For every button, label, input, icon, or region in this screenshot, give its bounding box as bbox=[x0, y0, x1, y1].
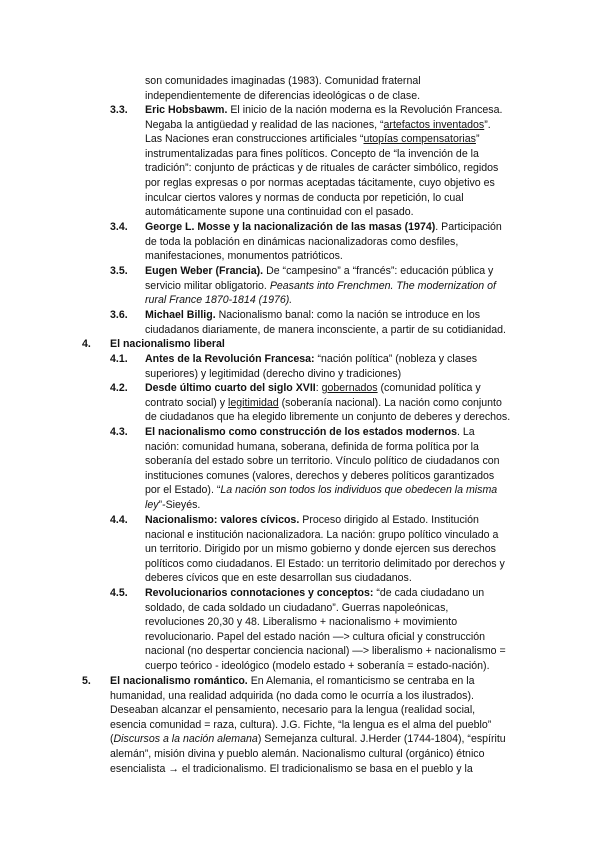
item-text bbox=[145, 264, 600, 308]
item-number: 3.3. bbox=[110, 104, 128, 116]
item-text bbox=[145, 586, 600, 674]
text-span: . La bbox=[457, 426, 475, 438]
item-title: Nacionalismo: valores cívicos. bbox=[145, 514, 300, 526]
underlined-term: gobernados bbox=[321, 382, 378, 394]
text-line: tradición”: conjunto de prácticas y de rituales de carácter simbólico, regidos bbox=[145, 162, 499, 175]
italic-title: Peasants into Frenchmen. The modernization of bbox=[269, 279, 496, 292]
text-line: nacional (no despertar conciencia nacional) —> liberalismo + nacionalismo = bbox=[145, 645, 506, 658]
underlined-term: utopías compensatorias bbox=[363, 133, 476, 146]
item-text bbox=[145, 513, 600, 586]
text-line: cuerpo teórico - ideológico (modelo estado + soberanía = estado-nación). bbox=[145, 659, 490, 672]
item-title: Desde último cuarto del siglo XVII bbox=[145, 382, 316, 394]
item-title: Eric Hobsbawm. bbox=[145, 104, 228, 116]
item-number: 3.5. bbox=[110, 265, 128, 277]
text-line: inculcar ciertos valores y normas de conducta por repetición, lo cual bbox=[145, 191, 464, 204]
text-line: un territorio. Dirigido por un mismo gobierno y donde ejercen sus derechos bbox=[145, 543, 496, 556]
text-line: humanidad, una realidad adquirida (no dada como le ocurría a los ilustrados). bbox=[110, 689, 474, 702]
item-text bbox=[145, 352, 600, 381]
item-title: George L. Mosse y la nacionalización de las masas (1974) bbox=[145, 221, 436, 233]
item-number: 4.3. bbox=[110, 426, 128, 438]
text-span: Proceso dirigido al Estado. Institución bbox=[299, 514, 479, 526]
item-title: Antes de la Revolución Francesa: bbox=[145, 353, 315, 365]
text-line: Deseaban alcanzar el pensamiento, necesario para la lengua (realidad social, bbox=[110, 704, 476, 717]
underlined-term: artefactos inventados bbox=[383, 118, 485, 131]
section-heading bbox=[110, 337, 572, 352]
italic-title: rural France 1870-1814 (1976). bbox=[145, 294, 293, 307]
item-title: Eugen Weber (Francia). bbox=[145, 265, 264, 277]
section-title: El nacionalismo liberal bbox=[110, 338, 225, 350]
text-line: ciudadanos diariamente, de manera inconsciente, a partir de su cotidianidad. bbox=[145, 323, 506, 336]
underlined-term: legitimidad bbox=[228, 396, 279, 409]
text-span: contrato social) y bbox=[145, 396, 229, 409]
item-text bbox=[145, 103, 600, 220]
item-number: 3.6. bbox=[110, 309, 128, 321]
text-line: instituciones comunes (valores, derechos y deberes políticos garantizados bbox=[145, 469, 495, 482]
text-line: nacional e institución nacionalizadora. La nación: grupo político vinculado a bbox=[145, 528, 499, 541]
item-text bbox=[145, 308, 600, 337]
text-line: por reglas expresas o por normas aceptadas tácitamente, cuyo objetivo es bbox=[145, 176, 495, 189]
section-title: El nacionalismo romántico. bbox=[110, 675, 248, 687]
item-title: Revolucionarios connotaciones y conceptos: bbox=[145, 587, 374, 599]
text-line: manifestaciones, monumentos patrióticos. bbox=[145, 250, 343, 263]
text-line: soldado, de cada soldado un ciudadano”. Guerras napoleónicas, bbox=[145, 601, 449, 614]
text-line: políticos como ciudadanos. El Estado: un territorio delimitado por derechos y bbox=[145, 557, 505, 570]
item-title: Michael Billig. bbox=[145, 309, 216, 321]
text-span: ( bbox=[110, 733, 114, 746]
text-line: independientemente de diferencias ideológicas o de clase. bbox=[145, 89, 421, 102]
text-line: soberanía del estado sobre un territorio. Vínculo político de ciudadanos con bbox=[145, 455, 500, 468]
item-text bbox=[145, 425, 600, 513]
text-line: revoluciones 20,30 y 48. Liberalismo + nacionalismo + movimiento bbox=[145, 616, 458, 629]
section-number: 5. bbox=[82, 675, 91, 687]
item-number: 3.4. bbox=[110, 221, 128, 233]
item-number: 4.5. bbox=[110, 587, 128, 599]
text-span: : bbox=[315, 382, 322, 394]
text-span: por el Estado). “ bbox=[145, 484, 221, 497]
text-line: revolucionario. Papel del estado nación —> cultura oficial y construcción bbox=[145, 630, 486, 643]
text-line: deberes cívicos que en este desarrollan sus ciudadanos. bbox=[145, 572, 412, 585]
text-span: Las Naciones eran construcciones artificiales “ bbox=[145, 133, 364, 146]
text-line: esencia comunidad = raza, cultura). J.G. Fichte, “la lengua es el alma del pueblo” bbox=[110, 718, 492, 731]
text-span: ”. bbox=[484, 118, 491, 131]
text-line: superiores) y legitimidad (derecho divino y tradiciones) bbox=[145, 367, 402, 380]
item-number: 4.1. bbox=[110, 353, 128, 365]
text-line: de ciudadanos que ha elegido libremente un conjunto de deberes y derechos. bbox=[145, 411, 511, 424]
text-span: servicio militar obligatorio. bbox=[145, 279, 270, 292]
text-span: ”-Sieyés. bbox=[158, 498, 201, 511]
italic-quote: La nación son todos los individuos que obedecen la misma bbox=[220, 484, 498, 497]
italic-title: Discursos a la nación alemana bbox=[113, 733, 258, 746]
section-text bbox=[110, 674, 572, 776]
text-line: instrumentalizadas para fines políticos. Concepto de “la invención de la bbox=[145, 147, 479, 160]
text-span: ” bbox=[475, 133, 480, 146]
text-span: ) Semejanza cultural. J.Herder (1744-1804), “espíritu bbox=[257, 733, 506, 746]
continuation-paragraph bbox=[145, 74, 590, 103]
text-span: “de cada ciudadano un bbox=[373, 587, 485, 599]
text-line: alemán”, misión divina y pueblo alemán. Nacionalismo cultural (orgánico) étnico bbox=[110, 747, 485, 760]
text-span: . Participación bbox=[435, 221, 502, 233]
text-span: El inicio de la nación moderna es la Revolución Francesa. bbox=[227, 104, 503, 116]
text-line: esencialista → el tradicionalismo. El tradicionalismo se basa en el pueblo y la bbox=[110, 762, 473, 775]
item-title: El nacionalismo como construcción de los estados modernos bbox=[145, 426, 457, 438]
text-line: son comunidades imaginadas (1983). Comunidad fraternal bbox=[145, 75, 421, 87]
text-span: (comunidad política y bbox=[377, 382, 481, 394]
text-line: automáticamente supone una continuidad con el pasado. bbox=[145, 206, 414, 219]
text-span: En Alemania, el romanticismo se centraba en la bbox=[247, 675, 475, 687]
text-span: (soberanía nacional). La nación como conjunto bbox=[278, 396, 502, 409]
item-text bbox=[145, 381, 600, 425]
item-number: 4.2. bbox=[110, 382, 128, 394]
text-span: De “campesino” a “francés”: educación pública y bbox=[263, 265, 494, 277]
item-text bbox=[145, 220, 600, 264]
text-line: nación: comunidad humana, soberana, definida de forma política por la bbox=[145, 440, 479, 453]
text-span: Negaba la antigüedad y realidad de las naciones, “ bbox=[145, 118, 384, 131]
italic-quote: ley bbox=[145, 498, 159, 511]
section-number: 4. bbox=[82, 338, 91, 350]
item-number: 4.4. bbox=[110, 514, 128, 526]
text-line: de toda la población en dinámicas nacionalizadoras como desfiles, bbox=[145, 235, 459, 248]
text-span: “nación política” (nobleza y clases bbox=[314, 353, 478, 365]
text-span: Nacionalismo banal: como la nación se introduce en los bbox=[215, 309, 481, 321]
